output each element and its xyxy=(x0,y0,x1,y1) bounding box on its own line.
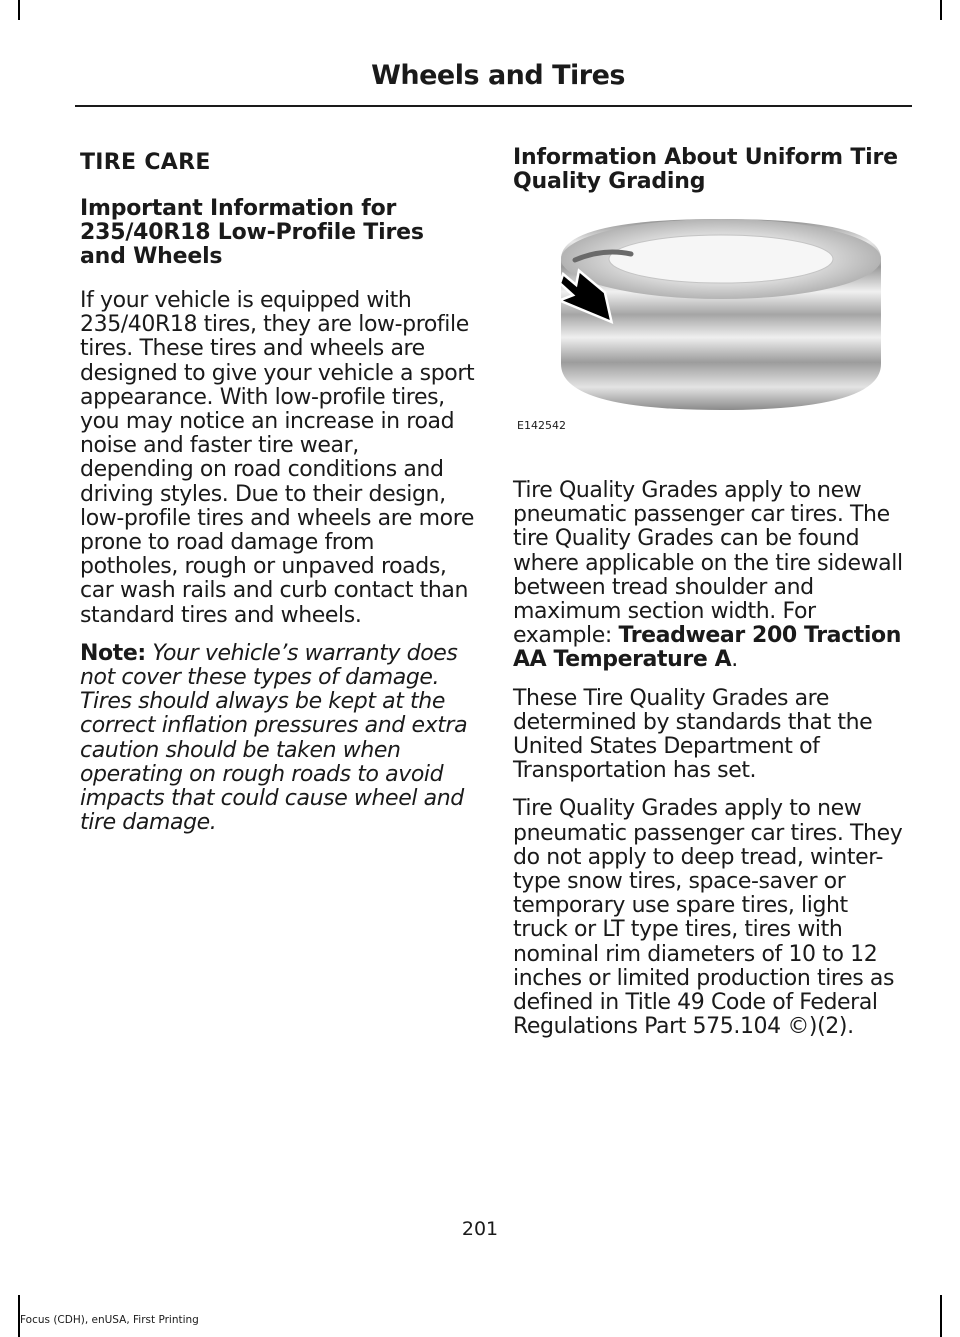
page-header-title: Wheels and Tires xyxy=(371,60,625,91)
utqg-heading: Information About Uniform Tire Quality Grading xyxy=(513,145,898,194)
tire-illustration-icon xyxy=(513,214,908,449)
subheading: Important Information for 235/40R18 Low-Profile Tires and Wheels xyxy=(80,196,424,269)
figure-code: E142542 xyxy=(517,419,566,432)
tire-figure xyxy=(513,214,908,449)
right-column xyxy=(513,146,908,1053)
note-text: Your vehicle’s warranty does not cover these types of damage. Tires should always be kept at the correct inflation pressures and extra caution should be taken when operating on rough roads to avoid impacts that could cause wheel and tire damage. xyxy=(80,640,468,836)
left-column xyxy=(80,146,475,849)
note-label: Note: xyxy=(80,640,146,666)
section-heading: TIRE CARE xyxy=(80,150,211,175)
crop-mark-top-left xyxy=(18,0,20,20)
utqg-paragraph-1 xyxy=(513,479,908,673)
header-divider xyxy=(75,105,912,107)
crop-mark-top-right xyxy=(940,0,942,20)
page-number: 201 xyxy=(461,1218,499,1240)
utqg-paragraph-3: Tire Quality Grades apply to new pneumatic passenger car tires. They do not apply to deep tread, winter-type snow tires, space-saver or temporary use spare tires, light truck or LT type tires, tires with nominal rim diameters of 10 to 12 inches or limited production tires as defined in Title 49 Code of Federal Regulations Part 575.104 ©)(2). xyxy=(513,796,903,1040)
utqg-paragraph-2: These Tire Quality Grades are determined by standards that the United States Department of Transportation has set. xyxy=(513,685,873,784)
note-paragraph xyxy=(80,642,475,836)
footer-edition: Focus (CDH), enUSA, First Printing xyxy=(20,1314,199,1326)
low-profile-paragraph: If your vehicle is equipped with 235/40R18 tires, they are low-profile tires. These tires and wheels are designed to give your vehicle a sport appearance. With low-profile tires, you may notice an increase in road noise and faster tire wear, depending on road conditions and driving styles. Due to their design, low-profile tires and wheels are more prone to road damage from potholes, rough or unpaved roads, car wash rails and curb contact than standard tires and wheels. xyxy=(80,288,475,628)
crop-mark-bottom-right xyxy=(940,1295,942,1337)
utqg-paragraph-1-end: . xyxy=(731,647,738,673)
utqg-example: Treadwear 200 Traction AA Temperature A xyxy=(513,623,901,673)
utqg-paragraph-1-text: Tire Quality Grades apply to new pneumatic passenger car tires. The tire Quality Grades can be found where applicable on the tire sidewall between tread shoulder and maximum section width. For example: xyxy=(513,478,903,649)
